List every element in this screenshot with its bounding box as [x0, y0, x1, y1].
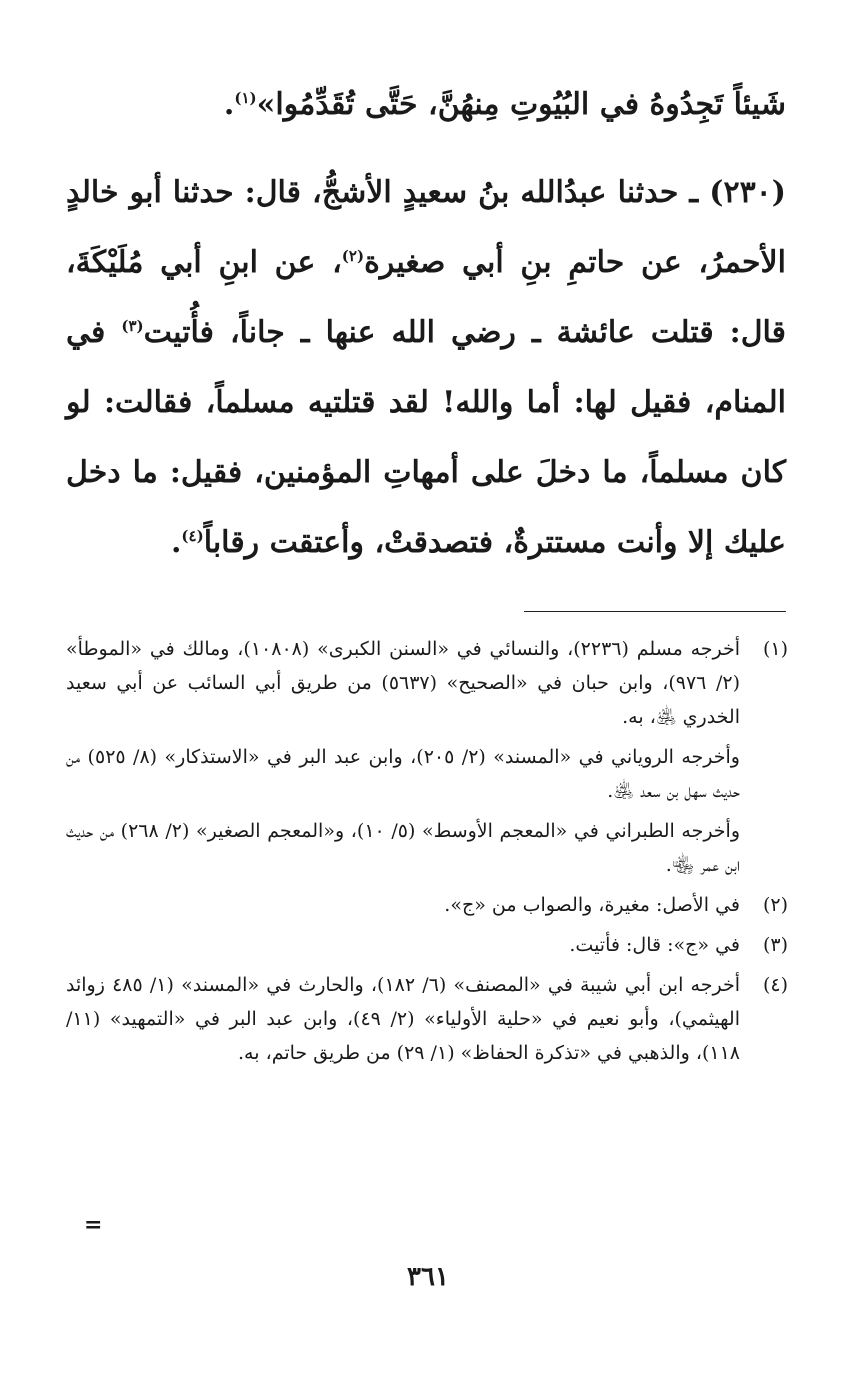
footnote-paragraph: أخرجه مسلم (٢٢٣٦)، والنسائي في «السنن الكبرى» (١٠٨٠٨)، ومالك في «الموطأ» (٢/ ٩٧٦)، وابن حبان في «الصحيح» (٥٦٣٧) من طريق أبي السائب عن أبي سعيد الخدري ﵁، به.: [66, 638, 741, 728]
hadith-text-b: ، عن ابنِ أبي مُلَيْكَةَ، قال: قتلت عائشة ـ رضي الله عنها ـ جاناً، فأُتيت: [66, 245, 787, 350]
footnote-ref-4: (٤): [181, 527, 204, 545]
footnote-paragraph: في «ج»: قال: فأتيت.: [569, 934, 740, 956]
footnote-paragraph: وأخرجه الروياني في «المسند» (٢/ ٢٠٥)، وابن عبد البر في «الاستذكار» (٨/ ٥٢٥) من حديث سهل بن سعد ﵁.: [66, 746, 740, 802]
footnote-separator: [524, 611, 786, 612]
continuation-mark: =: [84, 1212, 103, 1238]
footnote-number: (١): [762, 638, 788, 660]
footnote-1: [66, 632, 788, 882]
page-number: ٣٦١: [407, 1262, 449, 1292]
footnote-paragraph: في الأصل: مغيرة، والصواب من «ج».: [444, 894, 740, 916]
footnote-body: [66, 928, 740, 962]
main-text: [66, 70, 786, 578]
footnote-ref-1: (١): [234, 89, 257, 107]
hadith-text-c: في المنام، فقيل لها: أما والله! لقد قتلتيه مسلماً، فقالت: لو كان مسلماً، ما دخلَ على أمهاتِ المؤمنين، فقيل: ما دخل عليك إلا وأنت مستترةٌ، فتصدقتْ، وأعتقت رقاباً: [66, 315, 786, 560]
footnote-body: [66, 632, 740, 882]
footnote-body: [66, 968, 740, 1070]
footnote-4: [66, 968, 788, 1070]
hadith-number: (٢٣٠): [709, 175, 786, 210]
footnote-number: (٢): [762, 894, 788, 916]
footnote-3: [66, 928, 788, 962]
sentence-end: .: [223, 87, 235, 122]
hadith-end: .: [170, 525, 182, 560]
continued-text: شَيئاً تَجِدُوهُ في البُيُوتِ مِنهُنَّ، حَتَّى تُقَدِّمُوا»: [256, 87, 786, 122]
footnote-paragraph: أخرجه ابن أبي شيبة في «المصنف» (٦/ ١٨٢)، والحارث في «المسند» (١/ ٤٨٥ زوائد الهيثمي)، وأبو نعيم في «حلية الأولياء» (٢/ ٤٩)، وابن عبد البر في «التمهيد» (١١/ ١١٨)، والذهبي في «تذكرة الحفاظ» (١/ ٢٩) من طريق حاتم، به.: [66, 974, 740, 1064]
footnote-paragraph: وأخرجه الطبراني في «المعجم الأوسط» (٥/ ١٠)، و«المعجم الصغير» (٢/ ٢٦٨) من حديث ابن عمر ﵄.: [66, 820, 741, 876]
footnote-number: (٣): [762, 934, 788, 956]
hadith-text-a: ـ حدثنا عبدُالله بنُ سعيدٍ الأشجُّ، قال: حدثنا أبو خالدٍ الأحمرُ، عن حاتمِ بنِ أبي صغيرة: [66, 175, 786, 280]
footnote-number: (٤): [762, 974, 788, 996]
footnote-body: [66, 888, 740, 922]
footnotes: [66, 632, 788, 1076]
hadith-paragraph: [66, 158, 786, 578]
footnote-2: [66, 888, 788, 922]
footnote-ref-2: (٢): [341, 247, 365, 265]
footnote-ref-3: (٣): [121, 317, 144, 335]
text-line-continued: [66, 70, 786, 140]
